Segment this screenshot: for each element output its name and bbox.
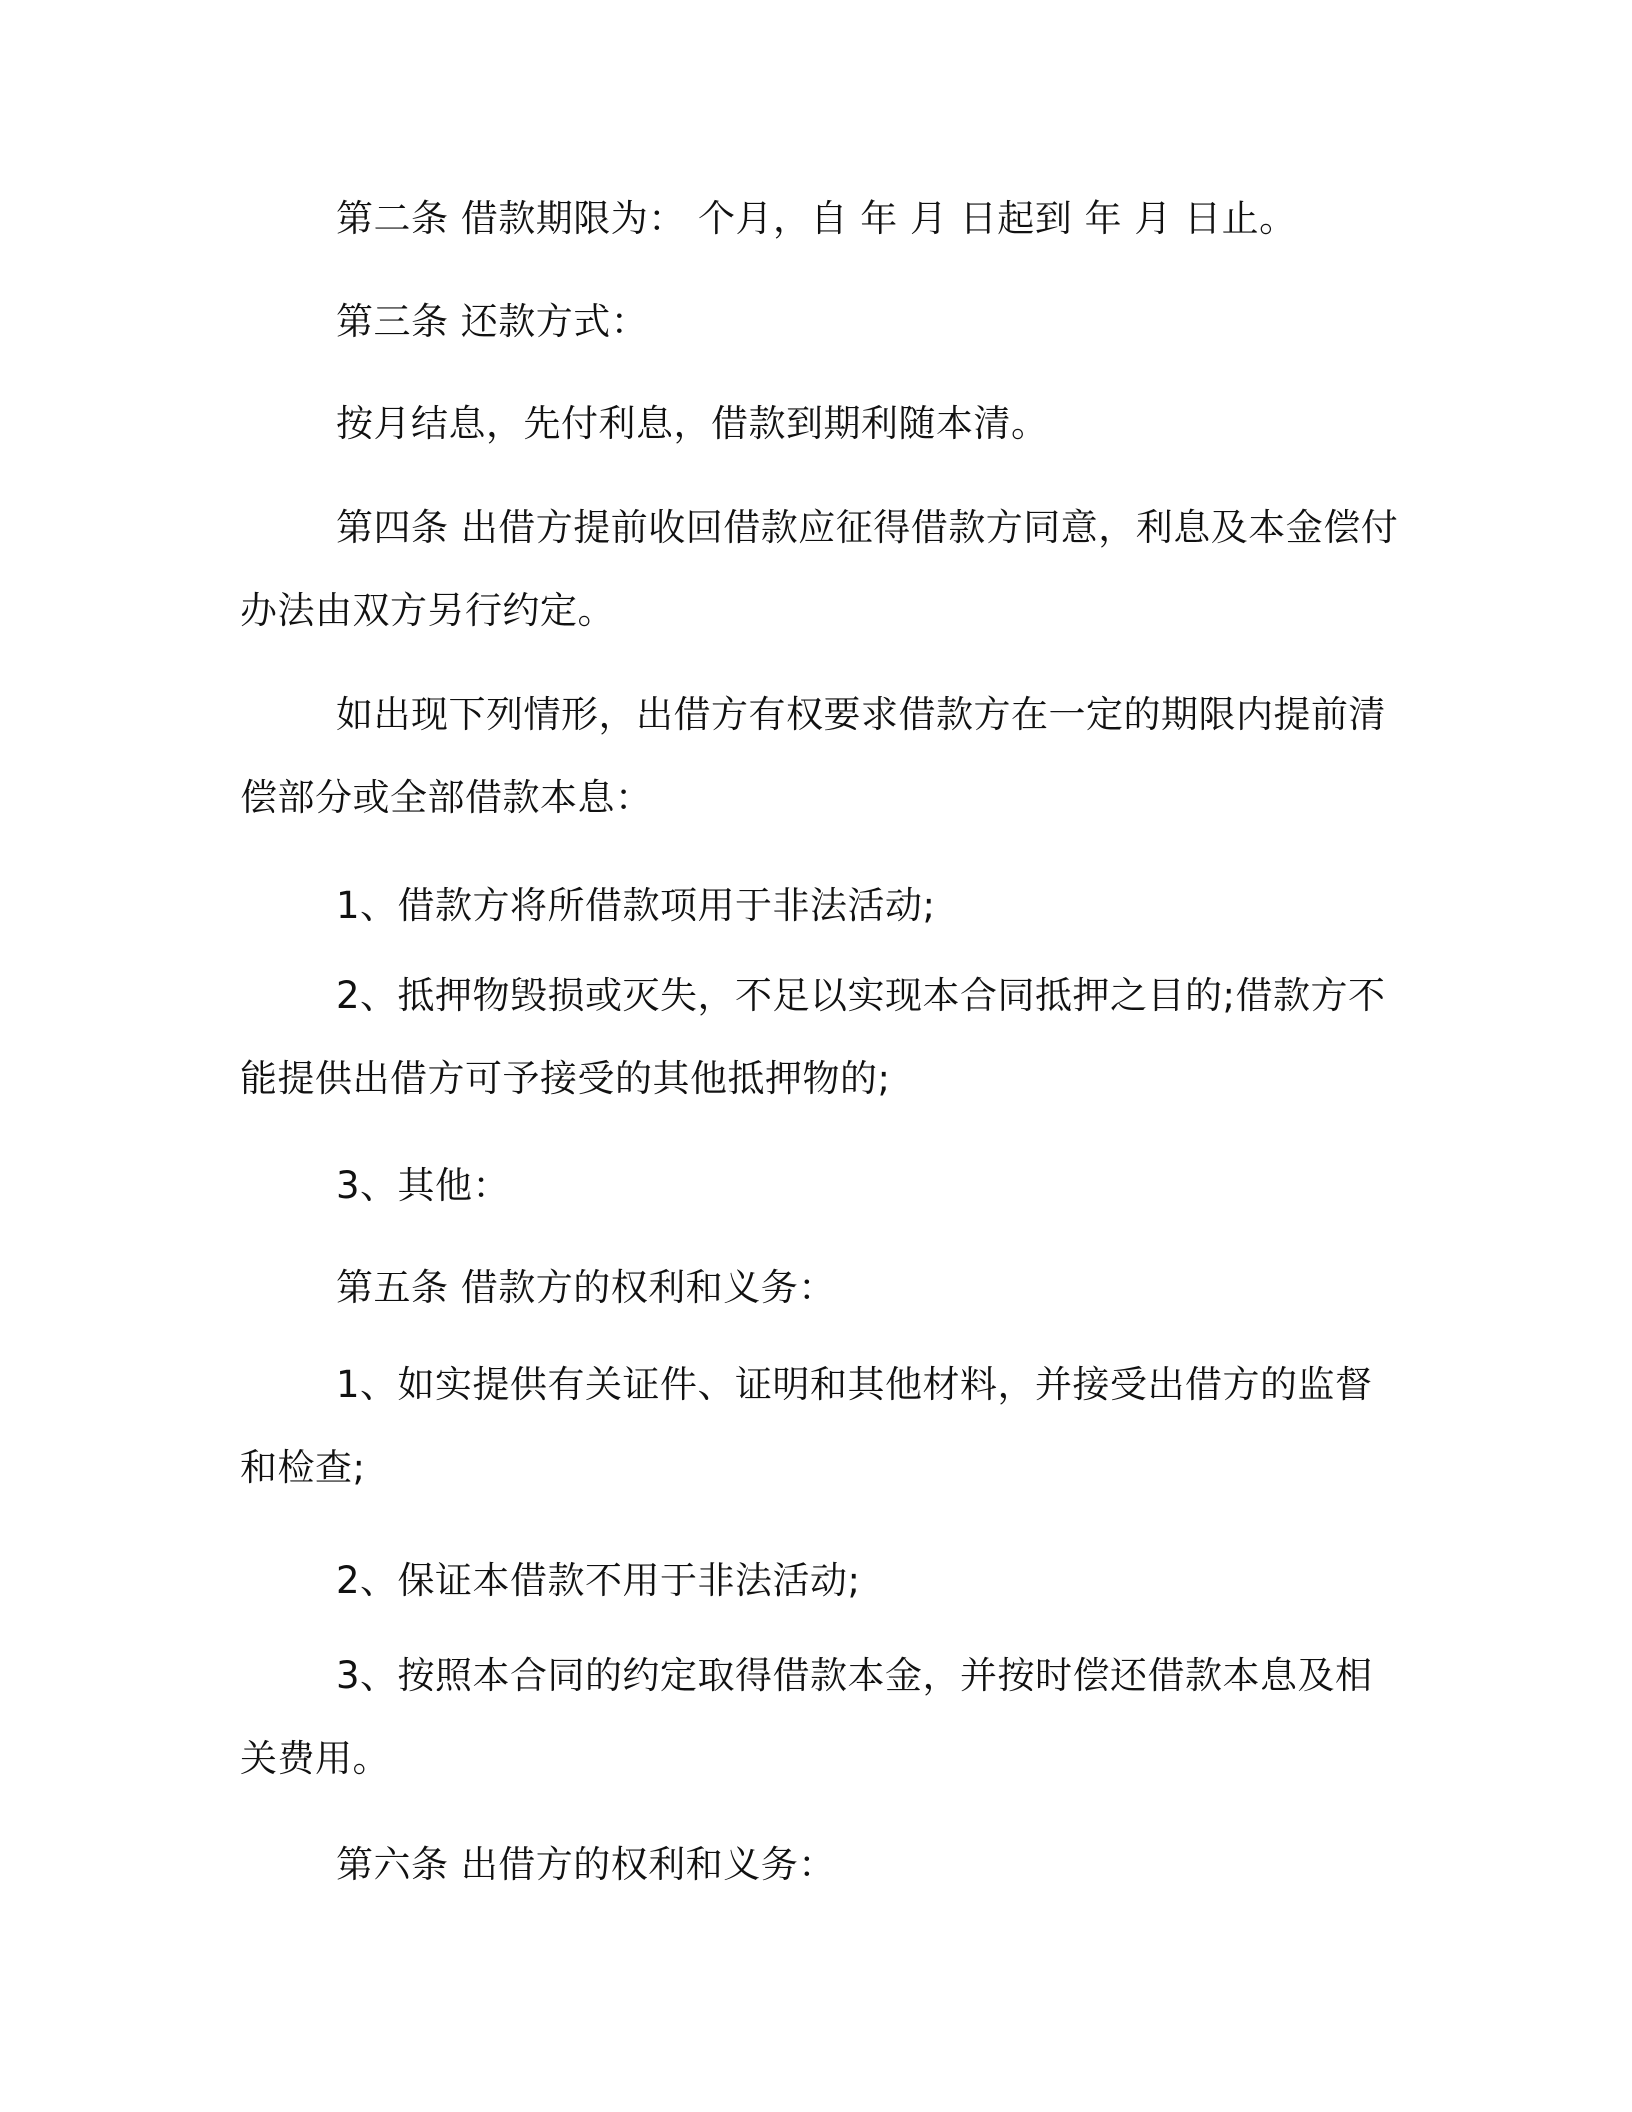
repayment-method: 按月结息，先付利息，借款到期利随本清。 — [336, 402, 1049, 445]
condition-item-3: 3、其他： — [336, 1164, 511, 1207]
article-6-heading: 第六条 出借方的权利和义务： — [336, 1843, 836, 1886]
article-2-loan-term: 第二条 借款期限为： 个月，自 年 月 日起到 年 月 日止。 — [336, 197, 1297, 240]
borrower-duty-2: 2、保证本借款不用于非法活动; — [336, 1559, 861, 1602]
borrower-duty-1: 1、如实提供有关证件、证明和其他材料，并接受出借方的监督 和检查; — [240, 1363, 1373, 1489]
borrower-duty-3: 3、按照本合同的约定取得借款本金，并按时偿还借款本息及相 关费用。 — [240, 1654, 1373, 1780]
article-3-heading: 第三条 还款方式： — [336, 300, 649, 343]
condition-item-2: 2、抵押物毁损或灭失，不足以实现本合同抵押之目的;借款方不 能提供出借方可予接受的其他抵押物的; — [240, 974, 1386, 1100]
condition-item-1: 1、借款方将所借款项用于非法活动; — [336, 884, 936, 927]
early-repayment-conditions: 如出现下列情形，出借方有权要求借款方在一定的期限内提前清 偿部分或全部借款本息： — [240, 693, 1386, 819]
article-4-early-recall: 第四条 出借方提前收回借款应征得借款方同意，利息及本金偿付 办法由双方另行约定。 — [240, 506, 1399, 632]
article-5-heading: 第五条 借款方的权利和义务： — [336, 1266, 836, 1309]
